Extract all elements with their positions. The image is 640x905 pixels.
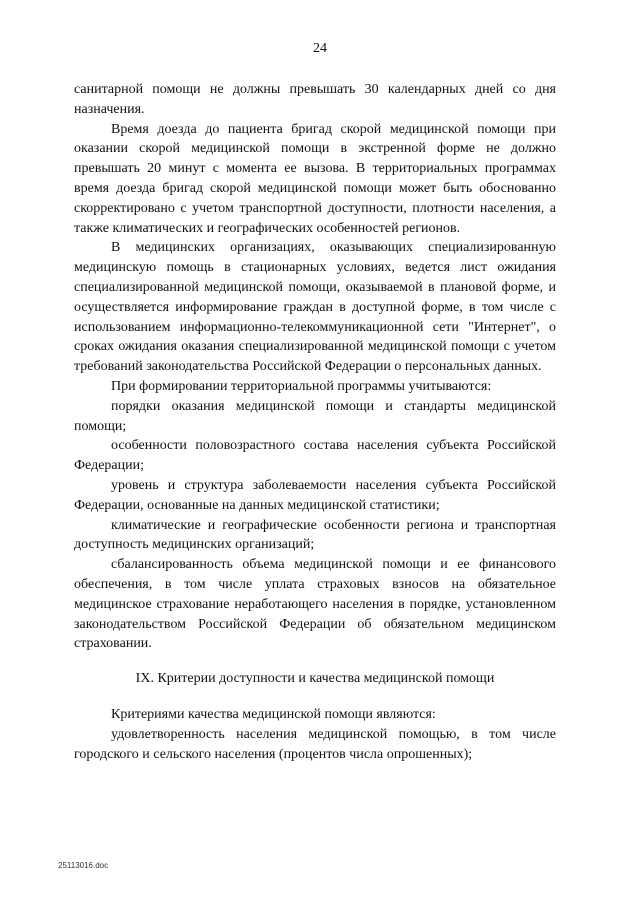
- list-item-climate-geography: климатические и географические особенности региона и транспортная доступность медицинских организаций;: [74, 517, 556, 553]
- paragraph-waiting-list: В медицинских организациях, оказывающих специализированную медицинскую помощь в стационарных условиях, ведется лист ожидания специализированной медицинской помощи, оказываемой в плановой форме, и осуществляется информирование граждан в доступной форме, в том числе с использованием информационно-телекоммуникационной сети "Интернет", о сроках ожидания оказания специализированной медицинской помощи с учетом требований законодательства Российской Федерации о персональных данных.: [74, 240, 556, 375]
- list-item-age-sex-composition: особенности половозрастного состава населения субъекта Российской Федерации;: [74, 438, 556, 474]
- list-item-financial-balance: сбалансированность объема медицинской помощи и ее финансового обеспечения, в том числе уплата страховых взносов на обязательное медицинское страхование неработающего населения в порядке, установленном законодательством Российской Федерации об обязательном медицинском страховании.: [74, 557, 556, 652]
- list-item-procedures-standards: порядки оказания медицинской помощи и стандарты медицинской помощи;: [74, 398, 556, 434]
- section-heading: IX. Критерии доступности и качества медицинской помощи: [135, 671, 495, 687]
- list-item-satisfaction: удовлетворенность населения медицинской помощью, в том числе городского и сельского населения (процентов числа опрошенных);: [74, 726, 556, 762]
- paragraph-program-factors-intro: При формировании территориальной программы учитываются:: [111, 378, 492, 394]
- paragraph-quality-criteria-intro: Критериями качества медицинской помощи являются:: [111, 706, 436, 722]
- document-body: [74, 80, 556, 764]
- paragraph-continuation: санитарной помощи не должны превышать 30 календарных дней со дня назначения.: [74, 82, 556, 117]
- paragraph-arrival-time: Время доезда до пациента бригад скорой медицинской помощи при оказании скорой медицинской помощи в экстренной форме не должно превышать 20 минут с момента ее вызова. В территориальных программах время доезда бригад скорой медицинской помощи может быть обоснованно скорректировано с учетом транспортной доступности, плотности населения, а также климатических и географических особенностей регионов.: [74, 121, 556, 236]
- list-item-morbidity: уровень и структура заболеваемости населения субъекта Российской Федерации, основанные на данных медицинской статистики;: [74, 477, 556, 513]
- footer-filename: 25113016.doc: [58, 861, 109, 870]
- page-number: 24: [313, 41, 327, 56]
